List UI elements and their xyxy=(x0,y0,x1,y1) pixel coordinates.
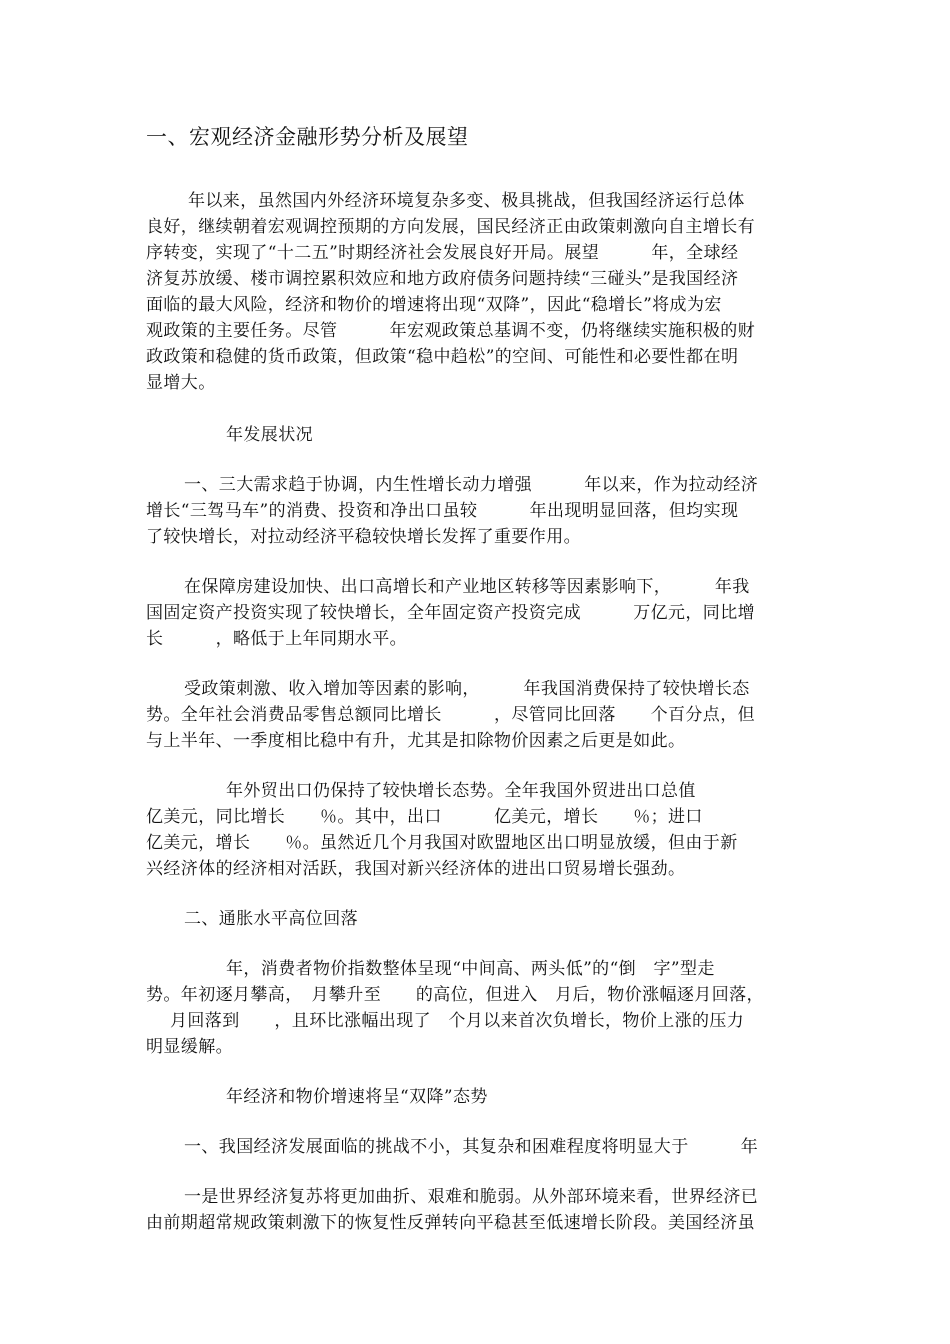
text-line: 长 ，略低于上年同期水平。 xyxy=(146,629,407,649)
subheading-double-decline: 年经济和物价增速将呈“双降”态势 xyxy=(226,1087,488,1107)
text-line: 了较快增长，对拉动经济平稳较快增长发挥了重要作用。 xyxy=(146,527,581,547)
text-line: 一、三大需求趋于协调，内生性增长动力增强 年以来，作为拉动经济 xyxy=(184,475,759,495)
text-line: 兴经济体的经济相对活跃，我国对新兴经济体的进出口贸易增长强劲。 xyxy=(146,859,686,879)
text-line: 亿美元，同比增长 ％。其中，出口 亿美元，增长 ％；进口 xyxy=(146,807,703,827)
text-line: 年以来，虽然国内外经济环境复杂多变、极具挑战，但我国经济运行总体 xyxy=(188,191,745,211)
text-line: 与上半年、一季度相比稳中有升，尤其是扣除物价因素之后更是如此。 xyxy=(146,731,686,751)
text-line: 由前期超常规政策刺激下的恢复性反弹转向平稳甚至低速增长阶段。美国经济虽 xyxy=(146,1213,755,1233)
text-line: 明显缓解。 xyxy=(146,1037,233,1057)
text-line: 月回落到 ，且环比涨幅出现了 个月以来首次负增长，物价上涨的压力 xyxy=(170,1011,745,1031)
text-line: 序转变，实现了“十二五”时期经济社会发展良好开局。展望 年，全球经 xyxy=(146,243,739,263)
text-line: 显增大。 xyxy=(146,373,216,393)
text-line: 亿美元，增长 ％。虽然近几个月我国对欧盟地区出口明显放缓，但由于新 xyxy=(146,833,738,853)
text-line: 受政策刺激、收入增加等因素的影响， 年我国消费保持了较快增长态 xyxy=(184,679,750,699)
text-line: 济复苏放缓、楼市调控累积效应和地方政府债务问题持续“三碰头”是我国经济 xyxy=(146,269,739,289)
text-line: 政政策和稳健的货币政策，但政策“稳中趋松”的空间、可能性和必要性都在明 xyxy=(146,347,739,367)
text-line: 势。全年社会消费品零售总额同比增长 ，尽管同比回落 个百分点，但 xyxy=(146,705,755,725)
text-line: 观政策的主要任务。尽管 年宏观政策总基调不变，仍将继续实施积极的财 xyxy=(146,321,755,341)
subheading-development: 年发展状况 xyxy=(226,425,313,445)
text-line: 一是世界经济复苏将更加曲折、艰难和脆弱。从外部环境来看，世界经济已 xyxy=(184,1187,759,1207)
subheading-inflation: 二、通胀水平高位回落 xyxy=(184,909,358,929)
text-line: 国固定资产投资实现了较快增长，全年固定资产投资完成 万亿元，同比增 xyxy=(146,603,755,623)
subheading-challenges: 一、我国经济发展面临的挑战不小，其复杂和困难程度将明显大于 年 xyxy=(184,1137,759,1157)
text-line: 增长“三驾马车”的消费、投资和净出口虽较 年出现明显回落，但均实现 xyxy=(146,501,739,521)
text-line: 面临的最大风险，经济和物价的增速将出现“双降”，因此“稳增长”将成为宏 xyxy=(146,295,722,315)
section-heading: 一、宏观经济金融形势分析及展望 xyxy=(146,125,469,149)
text-line: 年外贸出口仍保持了较快增长态势。全年我国外贸进出口总值 xyxy=(226,781,696,801)
text-line: 势。年初逐月攀高， 月攀升至 的高位，但进入 月后，物价涨幅逐月回落， xyxy=(146,985,764,1005)
text-line: 在保障房建设加快、出口高增长和产业地区转移等因素影响下， 年我 xyxy=(184,577,750,597)
text-line: 良好，继续朝着宏观调控预期的方向发展，国民经济正由政策刺激向自主增长有 xyxy=(146,217,755,237)
text-line: 年，消费者物价指数整体呈现“中间高、两头低”的“倒 字”型走 xyxy=(226,959,715,979)
